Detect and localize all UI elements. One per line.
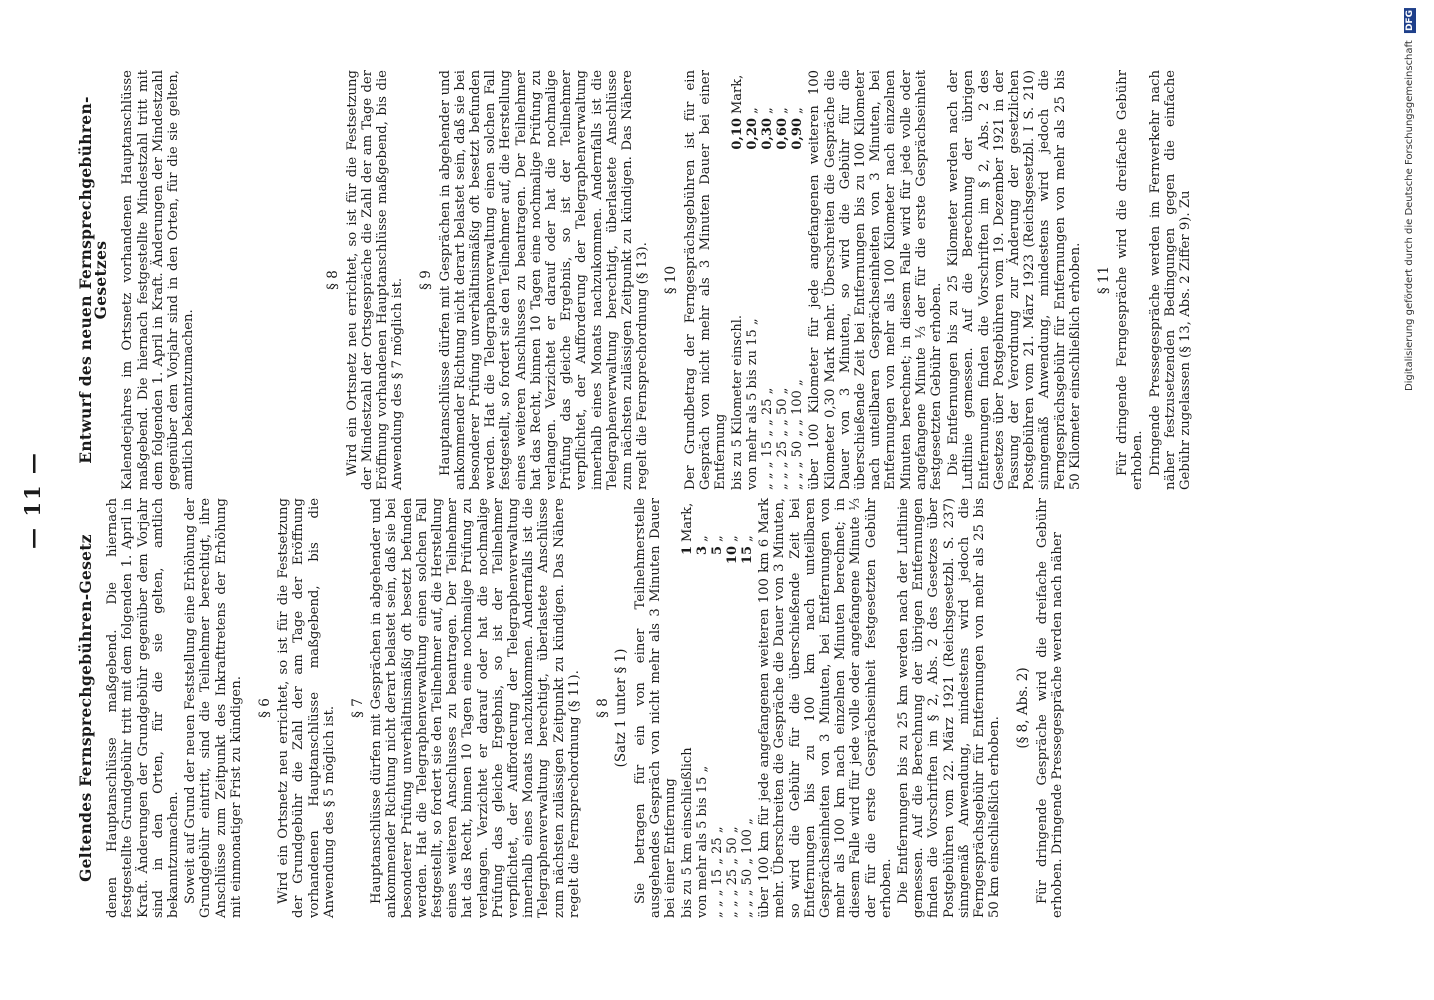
fee-unit: „ (790, 107, 806, 114)
fee-distance: von mehr als 5 bis 15 „ (695, 765, 711, 918)
fee-row (680, 498, 695, 918)
fee-row (745, 70, 760, 490)
fee-amount: 15 (740, 546, 756, 565)
right-paragraph: Wird ein Ortsnetz neu errichtet, so ist für die Festsetzung der Mindestzahl der Ortsgespräche die Zahl der am Tage der Eröffnung vorhandenen Hauptanschlüsse maßgebend, bis die Anwendung des § 7 möglich ist. (344, 70, 406, 490)
fee-distance: „ „ „ 25 „ „ 50 „ (775, 387, 791, 490)
left-paragraph: Hauptanschlüsse dürfen mit Gesprächen in abgehender und ankommender Richtung nicht derart belastet sein, daß sie bei besonderer Prüfung unverhältnismäßig oft besetzt befunden werden. Hat die Telegraphenverwaltung einen solchen Fall festgestellt, so fordert sie den Teilnehmer auf, die Herstellung eines weiteren Anschlusses zu beantragen. Der Teilnehmer hat das Recht, binnen 10 Tagen eine nochmalige Prüfung zu verlangen. Verzichtet er darauf oder hat die nochmalige Prüfung das gleiche Ergebnis, so ist der Teilnehmer verpflichtet, der Aufforderung der Telegraphenverwaltung innerhalb eines Monats nachzukommen. Andernfalls ist die Telegraphenverwaltung berechtigt, überlastete Anschlüsse zum nächsten zulässigen Zeitpunkt zu kündigen. Das Nähere regelt die Fernsprechordnung (§ 11). (369, 498, 582, 918)
fee-row (725, 498, 740, 918)
fee-amount: 3 (695, 546, 711, 556)
fee-amount: 0,90 (790, 118, 806, 150)
left-paragraph: Sie betragen für ein von einer Teilnehmerstelle ausgehendes Gespräch von nicht mehr als 3 Minuten Dauer bei einer Entfernung (632, 498, 678, 918)
right-paragraph: Kalenderjahres im Ortsnetz vorhandenen Hauptanschlüsse maßgebend. Die hiernach festgestellte Mindestzahl tritt mit dem folgenden 1. April in Kraft. Änderungen der Mindestzahl gegenüber dem Vorjahr sind in den Orten, für die sie gelten, amtlich bekanntzumachen. (120, 70, 197, 490)
right-paragraph: Hauptanschlüsse dürfen mit Gesprächen in abgehender und ankommender Richtung nicht derart belastet sein, daß sie bei besonderer Prüfung unverhältnismäßig oft besetzt befunden werden. Hat die Telegraphenverwaltung einen solchen Fall festgestellt, so fordert sie den Teilnehmer auf, die Herstellung eines weiteren Anschlusses zu beantragen. Der Teilnehmer hat das Recht, binnen 10 Tagen eine nochmalige Prüfung zu verlangen. Verzichtet er darauf oder hat die nochmalige Prüfung das gleiche Ergebnis, so ist der Teilnehmer verpflichtet, der Aufforderung der Telegraphenverwaltung innerhalb eines Monats nachzukommen. Andernfalls ist die Telegraphenverwaltung berechtigt, überlastete Anschlüsse zum nächsten zulässigen Zeitpunkt zu kündigen. Das Nähere regelt die Fernsprechordnung (§ 13). (437, 70, 651, 490)
fee-distance: von mehr als 5 bis zu 15 „ (745, 318, 761, 490)
right-paragraph: Dringende Pressegespräche werden im Fernverkehr nach näher festzusetzenden Bedingungen gegen die einfache Gebühr zugelassen (§ 13, Abs. 2 Ziffer 9). Zu (1147, 70, 1193, 490)
fee-row (760, 70, 775, 490)
fee-row (775, 70, 790, 490)
fee-table-draft (730, 70, 805, 490)
section-heading: § 9 (418, 270, 435, 290)
column-draft-law (78, 70, 1195, 490)
right-paragraph: Für dringende Ferngespräche wird die dreifache Gebühr erhoben. (1115, 70, 1146, 490)
fee-amount: 0,10 (730, 118, 746, 150)
fee-unit: „ (775, 107, 791, 114)
section-heading: § 10 (663, 265, 680, 295)
fee-row (695, 498, 710, 918)
left-paragraph: Wird ein Ortsnetz neu errichtet, so ist für die Festsetzung der Grundgebühr die Zahl der am Tage der Eröffnung vorhandenen Hauptanschlüsse maßgebend, bis die Anwendung des § 5 möglich ist. (276, 498, 337, 918)
section-heading: § 8 (325, 270, 342, 290)
left-paragraph: denen Hauptanschlüsse maßgebend. Die hiernach festgestellte Grundgebühr tritt mit dem folgenden 1. April in Kraft. Änderungen der Grundgebühr gegenüber dem Vorjahr sind in den Orten, für die sie gelten, amtlich bekanntzumachen. (105, 498, 182, 918)
section-subheading: (Satz 1 unter § 1) (613, 648, 630, 768)
left-paragraph: Soweit auf Grund der neuen Feststellung eine Erhöhung der Grundgebühr eintritt, sind die Teilnehmer berechtigt, ihre Anschlüsse zum Zeitpunkt des Inkrafttretens der Erhöhung mit einmonatiger Frist zu kündigen. (183, 498, 244, 918)
fee-unit: „ (740, 535, 756, 542)
left-paragraph: Die Entfernungen bis zu 25 km werden nach der Luftlinie gemessen. Auf die Berechnung der übrigen Entfernungen finden die Vorschriften im § 2, Abs. 2 des Gesetzes über Postgebühren vom 22. März 1921 (Reichsgesetzbl. S. 237) sinngemäß Anwendung, mindestens wird jedoch die Ferngesprächsgebühr für Entfernungen von mehr als 25 bis 50 km einschließlich erhoben. (895, 498, 1003, 918)
fee-table-current (680, 498, 755, 918)
column-current-law (78, 498, 1067, 918)
section-heading: § 11 (1095, 265, 1112, 295)
fee-unit: „ (745, 107, 761, 114)
fee-distance: bis zu 5 km einschließlich (680, 747, 696, 918)
fee-amount: 0,30 (760, 118, 776, 150)
fee-unit: Mark, (730, 74, 746, 114)
left-column-heading: Geltendes Fernsprechgebühren-Gesetz (76, 534, 95, 882)
section-heading: § 8 (595, 698, 612, 718)
digitization-note (1404, 8, 1416, 391)
fee-distance: „ „ „ 50 „ 100 „ (740, 818, 756, 918)
fee-unit: „ (725, 535, 741, 542)
fee-unit: „ (695, 535, 711, 542)
page-number: — 11 — (20, 451, 45, 549)
digitization-note-text: Digitalisierung gefördert durch die Deutsche Forschungsgemeinschaft (1404, 40, 1415, 392)
fee-row (730, 70, 745, 490)
fee-row (790, 70, 805, 490)
fee-row (740, 498, 755, 918)
fee-unit: Mark, (680, 502, 696, 542)
section-heading: § 6 (257, 698, 274, 718)
fee-unit: „ (710, 535, 726, 542)
fee-unit: „ (760, 107, 776, 114)
fee-distance: „ „ „ 25 „ 50 „ (725, 826, 741, 918)
fee-amount: 10 (725, 546, 741, 565)
fee-distance: „ „ „ 15 „ „ 25 „ (760, 387, 776, 490)
right-paragraph: Der Grundbetrag der Ferngesprächsgebühren ist für ein Gespräch von nicht mehr als 3 Minuten Dauer bei einer Entfernung (682, 70, 729, 490)
fee-amount: 0,60 (775, 118, 791, 150)
section-heading: § 7 (350, 698, 367, 718)
fee-row (710, 498, 725, 918)
fee-distance: bis zu 5 Kilometer einschl. (730, 314, 746, 490)
section-heading: (§ 8, Abs. 2) (1015, 667, 1032, 749)
dfg-logo-badge: DFG (1405, 10, 1415, 32)
right-column-heading: Entwurf des neuen Fernsprechgebühren-Gesetzes (76, 96, 111, 464)
left-paragraph: Für dringende Gespräche wird die dreifache Gebühr erhoben. Dringende Pressegespräche werden nach näher (1034, 498, 1065, 918)
fee-amount: 1 (680, 546, 696, 556)
right-paragraph: über 100 Kilometer für jede angefangenen weiteren 100 Kilometer 0,30 Mark mehr. Überschreiten die Gespräche die Dauer von 3 Minuten, so wird die Gebühr für die überschießende Zeit bei Entfernungen bis zu 100 Kilometer nach unteilbaren Gesprächseinheiten von 3 Minuten, bei Entfernungen von mehr als 100 Kilometer nach einzelnen Minuten berechnet; in diesem Falle wird für jede volle oder angefangene Minute ⅓ der für die erste Gesprächseinheit festgesetzten Gebühr erhoben. (807, 70, 944, 490)
left-paragraph: über 100 km für jede angefangenen weiteren 100 km 6 Mark mehr. Überschreiten die Gespräche die Dauer von 3 Minuten, so wird die Gebühr für die überschießende Zeit bei Entfernungen bis zu 100 km nach unteilbaren Gesprächseinheiten von 3 Minuten, bei Entfernungen von mehr als 100 km nach einzelnen Minuten berechnet; in diesem Falle wird für jede volle oder angefangene Minute ⅓ der für die erste Gesprächseinheit festgesetzten Gebühr erhoben. (757, 498, 894, 918)
fee-amount: 0,20 (745, 118, 761, 150)
fee-amount: 5 (710, 546, 726, 556)
right-paragraph: Die Entfernungen bis zu 25 Kilometer werden nach der Luftlinie gemessen. Auf die Berechnung der übrigen Entfernungen finden die Vorschriften im § 2, Abs. 2 des Gesetzes über Postgebühren vom 19. Dezember 1921 in der Fassung der Verordnung zur Änderung der gesetzlichen Postgebühren vom 21. März 1923 (Reichsgesetzbl. I S. 210) sinngemäß Anwendung, mindestens wird jedoch die Ferngesprächsgebühr für Entfernungen von mehr als 25 bis 50 Kilometer einschließlich erhoben. (946, 70, 1083, 490)
fee-distance: „ „ „ 50 „ „ 100 „ (790, 379, 806, 490)
fee-distance: „ „ „ 15 „ 25 „ (710, 826, 726, 918)
